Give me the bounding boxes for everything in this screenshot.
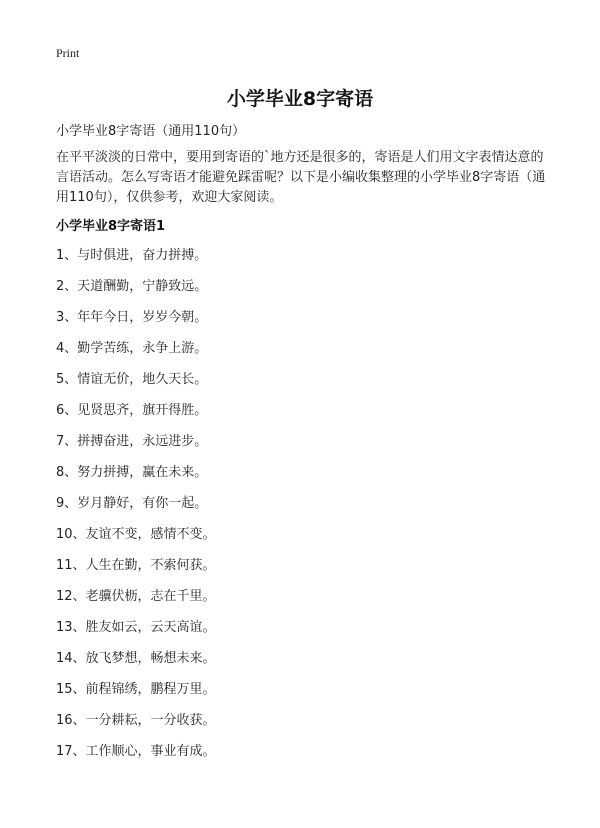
list-item: 6、见贤思齐，旗开得胜。 bbox=[56, 403, 208, 418]
list-item: 3、年年今日，岁岁今朝。 bbox=[56, 310, 208, 325]
page-title: 小学毕业8字寄语 bbox=[226, 88, 374, 110]
list-item: 5、情谊无价，地久天长。 bbox=[56, 372, 208, 387]
list-item: 2、天道酬勤，宁静致远。 bbox=[56, 279, 208, 294]
list-item: 4、勤学苦练，永争上游。 bbox=[56, 341, 208, 356]
list-item: 11、人生在勤，不索何获。 bbox=[56, 558, 216, 573]
list-item: 15、前程锦绣，鹏程万里。 bbox=[56, 682, 216, 697]
list-item: 17、工作顺心，事业有成。 bbox=[56, 744, 216, 759]
print-link[interactable]: Print bbox=[56, 46, 80, 60]
list-item: 10、友谊不变，感情不变。 bbox=[56, 527, 216, 542]
list-item: 14、放飞梦想，畅想未来。 bbox=[56, 651, 216, 666]
intro-paragraph: 在平平淡淡的日常中，要用到寄语的`地方还是很多的，寄语是人们用文字表情达意的言语活动。怎么写寄语才能避免踩雷呢？以下是小编收集整理的小学毕业8字寄语（通用110句），仅供参考，欢迎大家阅读。 bbox=[56, 150, 546, 205]
list-item: 9、岁月静好，有你一起。 bbox=[56, 496, 208, 511]
list-item: 12、老骥伏枥，志在千里。 bbox=[56, 589, 216, 604]
message-list bbox=[56, 246, 216, 773]
list-item: 16、一分耕耘，一分收获。 bbox=[56, 713, 216, 728]
list-item: 7、拼搏奋进，永远进步。 bbox=[56, 434, 208, 449]
list-item: 1、与时俱进，奋力拼搏。 bbox=[56, 248, 208, 263]
list-item: 13、胜友如云，云天高谊。 bbox=[56, 620, 216, 635]
subtitle: 小学毕业8字寄语（通用110句） bbox=[56, 124, 246, 139]
section-heading: 小学毕业8字寄语1 bbox=[56, 219, 166, 234]
list-item: 8、努力拼搏，赢在未来。 bbox=[56, 465, 208, 480]
